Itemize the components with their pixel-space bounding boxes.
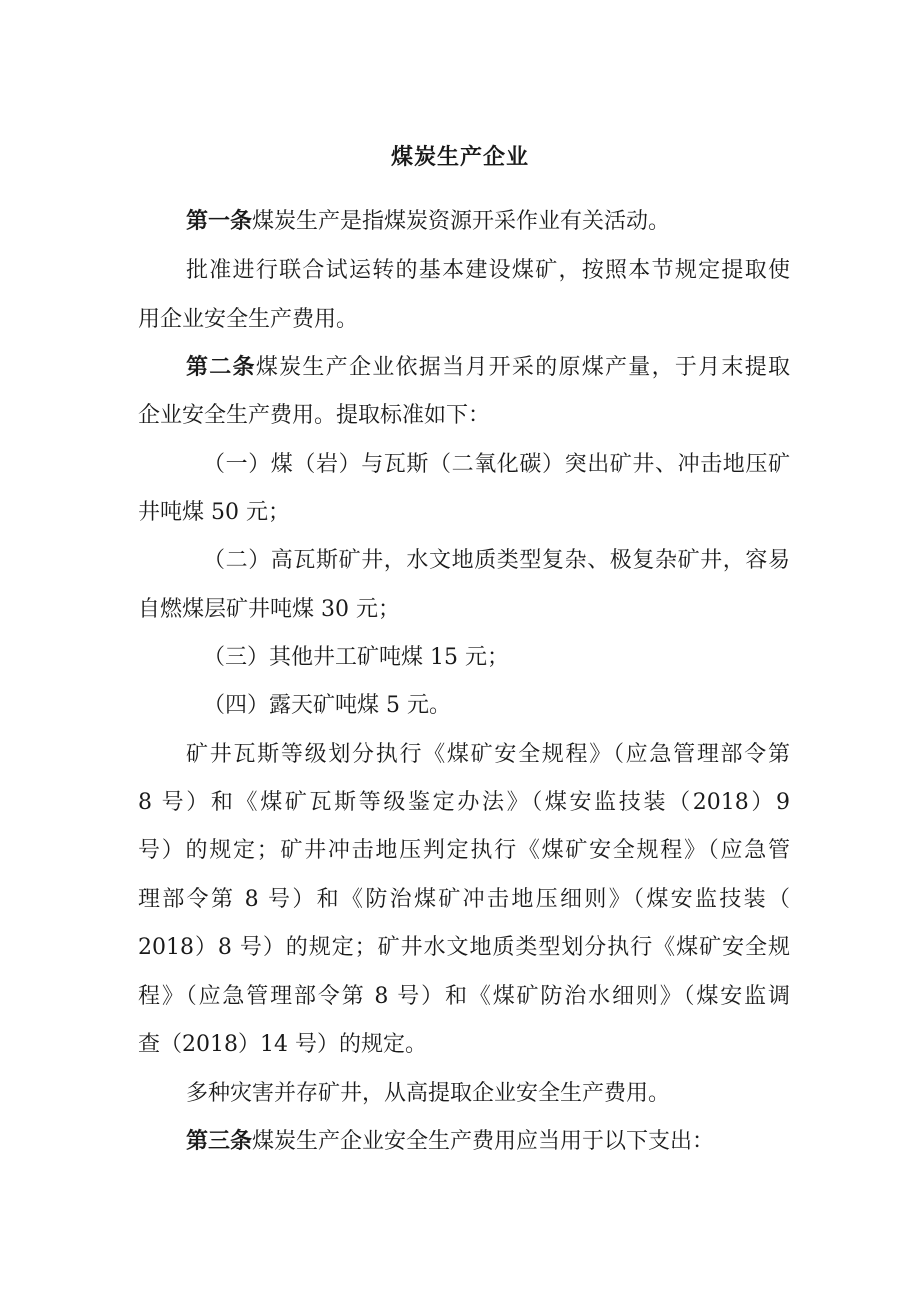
item-3: （三）其他井工矿吨煤 15 元； bbox=[203, 645, 509, 670]
paragraph-rules-line-7: 查（2018）14 号）的规定。 bbox=[138, 1032, 427, 1057]
article-3-label: 第三条 bbox=[186, 1129, 253, 1154]
article-1 bbox=[186, 207, 790, 237]
article-1-label: 第一条 bbox=[186, 209, 253, 234]
paragraph-rules-line-4: 理部令第 8 号）和《防治煤矿冲击地压细则》（煤安监技装（ bbox=[138, 887, 790, 912]
paragraph-multi-hazard: 多种灾害并存矿井，从高提取企业安全生产费用。 bbox=[186, 1081, 671, 1106]
document-title: 煤炭生产企业 bbox=[390, 145, 529, 170]
item-1-line-1: （一）煤（岩）与瓦斯（二氧化碳）突出矿井、冲击地压矿 bbox=[203, 452, 790, 477]
paragraph-rules-line-3: 号）的规定；矿井冲击地压判定执行《煤矿安全规程》（应急管 bbox=[138, 838, 790, 863]
item-2-line-1: （二）高瓦斯矿井，水文地质类型复杂、极复杂矿井，容易 bbox=[203, 548, 790, 573]
paragraph-rules-line-6: 程》（应急管理部令第 8 号）和《煤矿防治水细则》（煤安监调 bbox=[138, 984, 790, 1009]
article-2-line-2: 企业安全生产费用。提取标准如下： bbox=[138, 403, 491, 428]
paragraph-rules-line-5: 2018）8 号）的规定；矿井水文地质类型划分执行《煤矿安全规 bbox=[138, 935, 790, 960]
paragraph-trial-line-2: 用企业安全生产费用。 bbox=[138, 307, 359, 332]
item-2-line-2: 自燃煤层矿井吨煤 30 元； bbox=[138, 597, 400, 622]
item-4: （四）露天矿吨煤 5 元。 bbox=[203, 693, 451, 718]
article-2 bbox=[186, 353, 790, 383]
article-3 bbox=[186, 1127, 790, 1157]
paragraph-rules-line-1: 矿井瓦斯等级划分执行《煤矿安全规程》（应急管理部令第 bbox=[186, 742, 790, 767]
paragraph-rules-line-2: 8 号）和《煤矿瓦斯等级鉴定办法》（煤安监技装（2018）9 bbox=[138, 790, 790, 815]
article-3-text: 煤炭生产企业安全生产费用应当用于以下支出： bbox=[252, 1129, 715, 1154]
item-1-line-2: 井吨煤 50 元； bbox=[138, 500, 290, 525]
article-2-label: 第二条 bbox=[186, 355, 256, 380]
article-1-text: 煤炭生产是指煤炭资源开采作业有关活动。 bbox=[252, 209, 671, 234]
article-2-text: 煤炭生产企业依据当月开采的原煤产量，于月末提取 bbox=[255, 355, 790, 380]
paragraph-trial-line-1: 批准进行联合试运转的基本建设煤矿，按照本节规定提取使 bbox=[186, 258, 790, 283]
